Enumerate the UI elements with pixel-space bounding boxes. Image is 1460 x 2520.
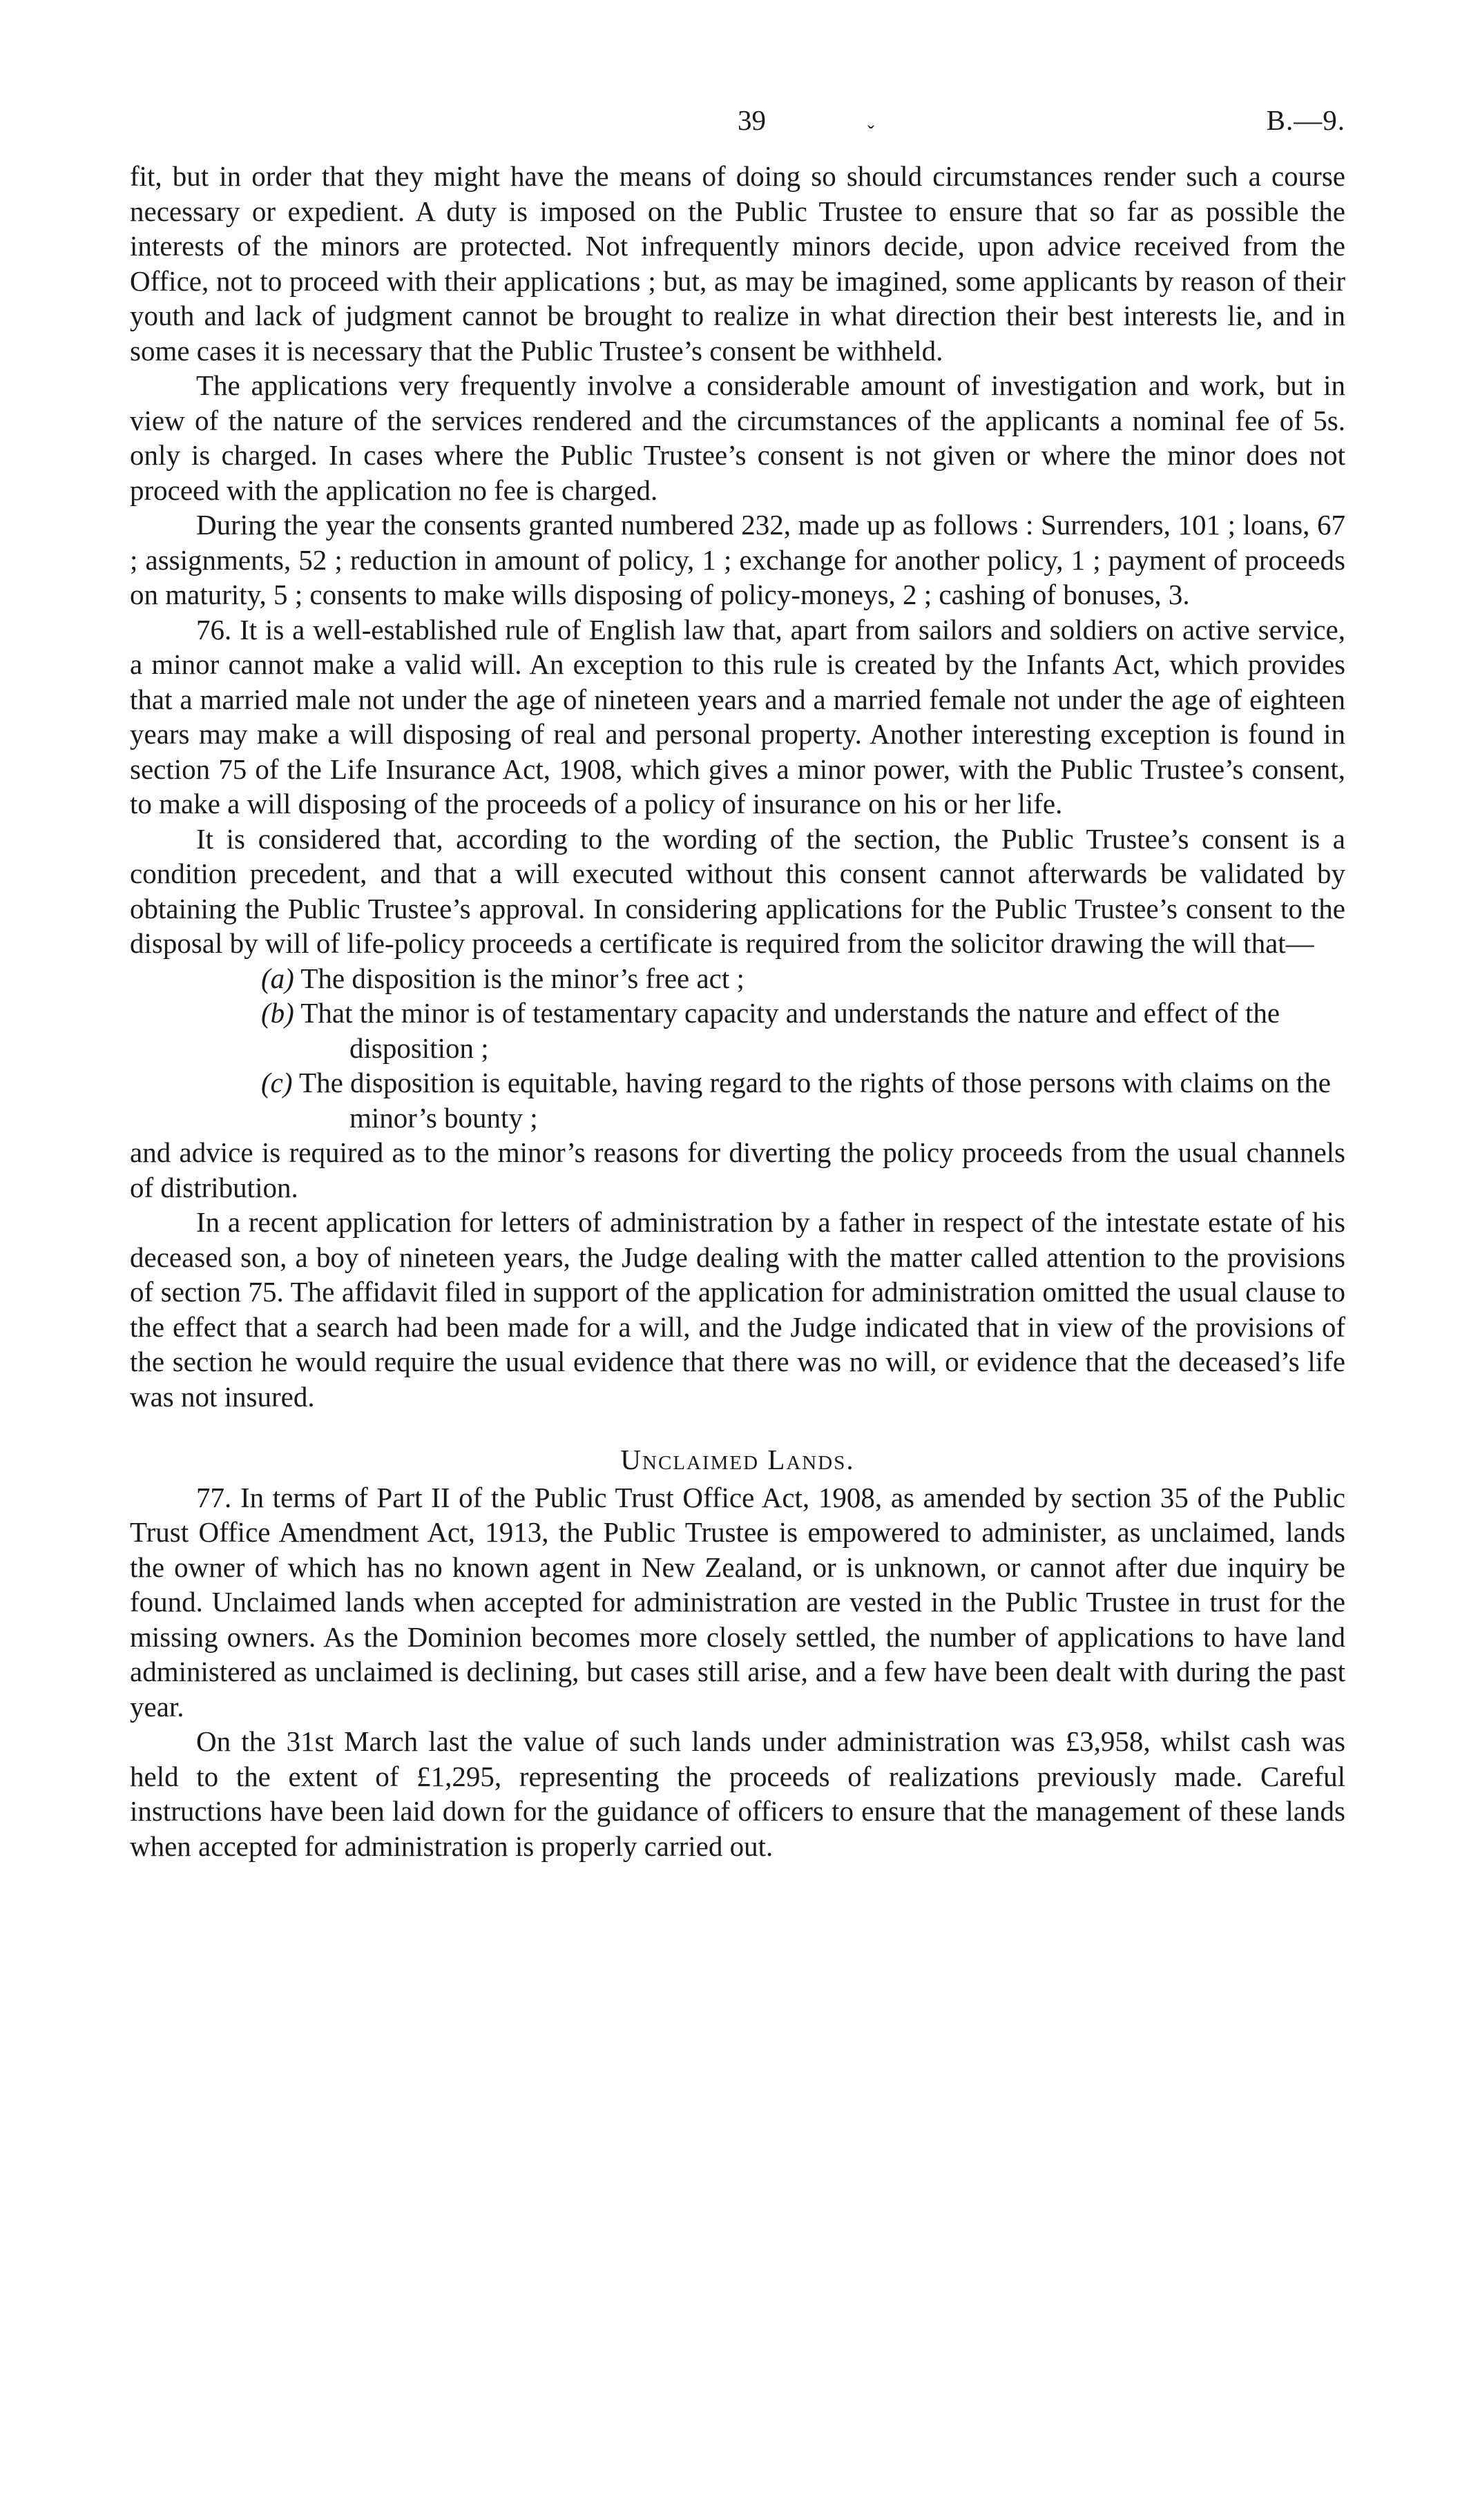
paragraph-76-minor-wills: 76. It is a well-established rule of English law that, apart from sailors and soldiers on active service, a minor cannot make a valid will. An exception to this rule is created by the Infants Act, which provides that a married male not under the age of nineteen years and a married female not under the age of eighteen years may make a will disposing of real and personal property. Another interesting exception is found in section 75 of the Life Insurance Act, 1908, which gives a minor power, with the Public Trustee’s consent, to make a will disposing of the proceeds of a policy of insurance on his or her life.: [130, 613, 1345, 820]
paragraph-value-of-lands: On the 31st March last the value of such lands under administration was £3,958, whilst cash was held to the extent of £1,295, representing the proceeds of realizations previously made. Careful instructions have been laid down for the guidance of officers to ensure that the management of these lands when accepted for administration is properly carried out.: [130, 1725, 1345, 1862]
condition-label: (c): [261, 1067, 293, 1098]
section-heading-unclaimed-lands: Unclaimed Lands.: [620, 1444, 855, 1475]
condition-text: That the minor is of testamentary capacity and understands the nature and effect of the disposition ;: [300, 997, 1280, 1064]
condition-text: The disposition is the minor’s free act ;: [300, 962, 745, 994]
page-mark: ˇ: [867, 122, 874, 144]
document-reference: B.—9.: [1266, 104, 1345, 136]
paragraph-77-unclaimed-lands: 77. In terms of Part II of the Public Trust Office Act, 1908, as amended by section 35 of the Public Trust Office Amendment Act, 1913, the Public Trustee is empowered to administer, as unclaimed, lands the owner of which has no known agent in New Zealand, or is unknown, or cannot after due inquiry be found. Unclaimed lands when accepted for administration are vested in the Public Trustee in trust for the missing owners. As the Dominion becomes more closely settled, the number of applications to have land administered as unclaimed is declining, but cases still arise, and a few have been dealt with during the past year.: [130, 1481, 1345, 1723]
paragraph-letters-of-administration: In a recent application for letters of administration by a father in respect of the intestate estate of his deceased son, a boy of nineteen years, the Judge dealing with the matter called attention to the provisions of section 75. The affidavit filed in support of the application for administration omitted the usual clause to the effect that a search had been made for a will, and the Judge indicated that in view of the provisions of the section he would require the usual evidence that there was no will, or evidence that the deceased’s life was not insured.: [130, 1206, 1345, 1413]
condition-label: (b): [261, 997, 294, 1029]
paragraph-continued: fit, but in order that they might have the means of doing so should circumstances render such a course necessary or expedient. A duty is imposed on the Public Trustee to ensure that so far as possible the interests of the minors are protected. Not infrequently minors decide, upon advice received from the Office, not to proceed with their applications ; but, as may be imagined, some applicants by reason of their youth and lack of judgment cannot be brought to realize in what direction their best interests lie, and in some cases it is necessary that the Public Trustee’s consent be withheld.: [130, 160, 1345, 367]
paragraph-applications-fee: The applications very frequently involve a considerable amount of investigation and work, but in view of the nature of the services rendered and the circumstances of the applicants a nominal fee of 5s. only is charged. In cases where the Public Trustee’s consent is not given or where the minor does not proceed with the application no fee is charged.: [130, 369, 1345, 506]
condition-label: (a): [261, 962, 294, 994]
paragraph-condition-precedent: It is considered that, according to the wording of the section, the Public Trustee’s consent is a condition precedent, and that a will executed without this consent cannot afterwards be validated by obtaining the Public Trustee’s approval. In considering applications for the Public Trustee’s consent to the disposal by will of life-policy proceeds a certificate is required from the solicitor drawing the will that—: [130, 822, 1345, 959]
condition-item: [130, 1065, 1345, 1135]
page-number: 39: [738, 104, 766, 136]
paragraph-consents-granted: During the year the consents granted numbered 232, made up as follows : Surrenders, 101 ; loans, 67 ; assignments, 52 ; reduction in amount of policy, 1 ; exchange for another policy, 1 ; payment of proceeds on maturity, 5 ; consents to make wills disposing of policy-moneys, 2 ; cashing of bonuses, 3.: [130, 509, 1345, 610]
paragraph-advice-required: and advice is required as to the minor’s reasons for diverting the policy proceeds from the usual channels of distribution.: [130, 1136, 1345, 1203]
page-header: [130, 104, 1345, 145]
certificate-conditions-list: [130, 961, 1345, 1136]
body-text: [130, 159, 1345, 1863]
condition-item: [130, 996, 1345, 1065]
condition-item: [130, 961, 1345, 996]
condition-text: The disposition is equitable, having regard to the rights of those persons with claims on the minor’s bounty ;: [299, 1067, 1331, 1134]
